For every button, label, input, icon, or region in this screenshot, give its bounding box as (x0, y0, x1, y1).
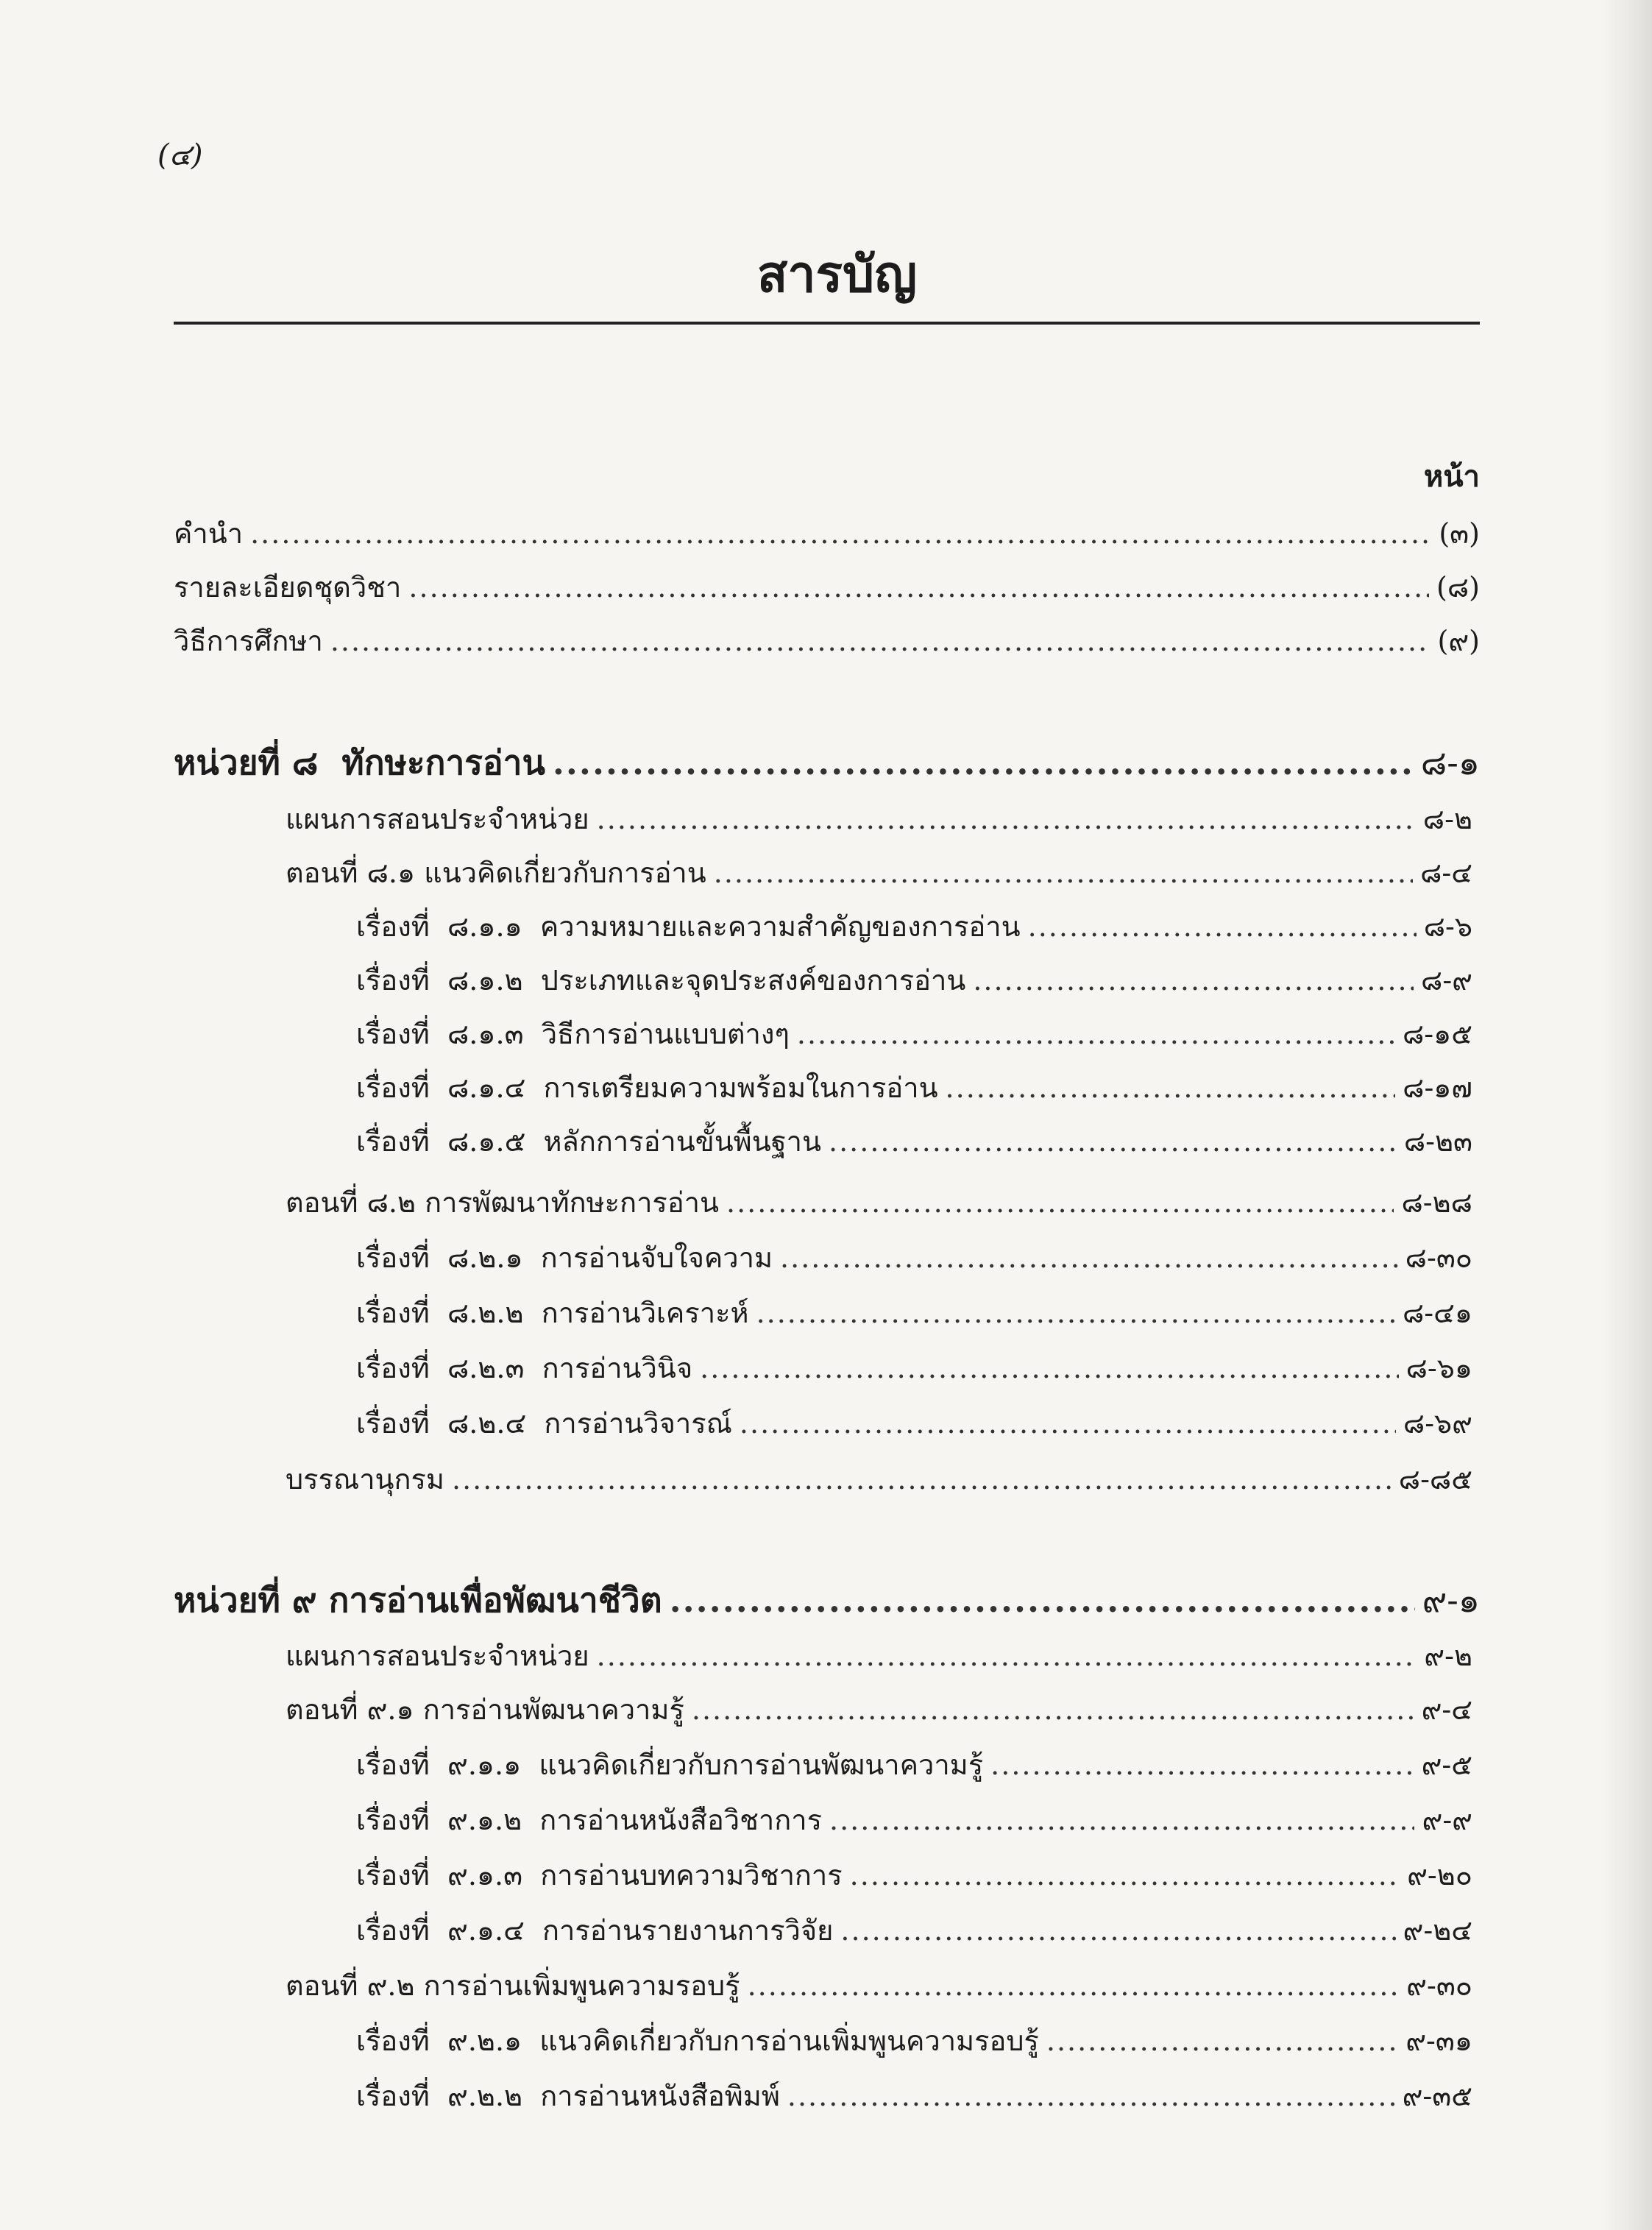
toc-entry-label: เรื่องที่ ๘.๒.๑ การอ่านจับใจความ (356, 1242, 773, 1274)
toc-entry[interactable] (356, 1291, 1472, 1335)
dot-leader (787, 2074, 1395, 2118)
toc-entry[interactable] (356, 905, 1472, 949)
toc-entry-page: ๙-๒๔ (1403, 1914, 1472, 1947)
dot-leader (973, 958, 1414, 1002)
dot-leader (714, 851, 1413, 895)
page-title: สารบัญ (756, 245, 918, 304)
toc-unit-8-heading[interactable] (174, 740, 1480, 785)
toc-entry[interactable] (356, 2019, 1472, 2063)
dot-leader (797, 1012, 1395, 1056)
toc-entry-label: ตอนที่ ๙.๒ การอ่านเพิ่มพูนความรอบรู้ (286, 1969, 740, 2002)
dot-leader (700, 1346, 1398, 1390)
toc-entry[interactable] (356, 1798, 1472, 1842)
toc-entry-page: ๘-๓๐ (1405, 1242, 1472, 1274)
toc-entry-label: เรื่องที่ ๙.๒.๑ แนวคิดเกี่ยวกับการอ่านเพิ่มพูนความรอบรู้ (356, 2025, 1039, 2057)
toc-unit-page: ๙-๑ (1422, 1580, 1480, 1620)
dot-leader (330, 619, 1431, 663)
toc-entry-page: (๓) (1439, 517, 1480, 550)
toc-entry-page: ๙-๔ (1421, 1693, 1472, 1726)
toc-entry-page: ๘-๔๑ (1402, 1297, 1472, 1329)
dot-leader (250, 512, 1431, 556)
dot-leader (756, 1291, 1395, 1335)
toc-entry-label: ตอนที่ ๘.๒ การพัฒนาทักษะการอ่าน (286, 1186, 719, 1219)
dot-leader (780, 1236, 1398, 1280)
toc-entry-page: ๙-๕ (1421, 1749, 1472, 1781)
toc-entry-label: รายละเอียดชุดวิชา (174, 571, 402, 603)
dot-leader (597, 1634, 1417, 1678)
toc-entry-page: ๘-๑๕ (1402, 1018, 1472, 1050)
toc-entry-label: เรื่องที่ ๙.๑.๓ การอ่านบทความวิชาการ (356, 1859, 843, 1891)
dot-leader (829, 1798, 1414, 1842)
toc-unit-9-heading[interactable] (174, 1578, 1480, 1622)
toc-entry-page: ๘-๒๓ (1403, 1125, 1472, 1158)
toc-entry-label: ตอนที่ ๙.๑ การอ่านพัฒนาความรู้ (286, 1693, 684, 1726)
toc-entry-page: ๘-๘๕ (1398, 1463, 1472, 1495)
toc-entry-label: เรื่องที่ ๘.๑.๔ การเตรียมความพร้อมในการอ่าน (356, 1072, 938, 1104)
toc-entry-label: เรื่องที่ ๘.๑.๓ วิธีการอ่านแบบต่างๆ (356, 1018, 790, 1050)
toc-entry-label: เรื่องที่ ๘.๑.๑ ความหมายและความสำคัญของการอ่าน (356, 910, 1021, 943)
toc-entry-page: ๘-๑๗ (1403, 1072, 1472, 1104)
toc-entry-page: (๙) (1437, 625, 1480, 657)
toc-entry[interactable] (356, 1236, 1472, 1280)
toc-entry-label: ตอนที่ ๘.๑ แนวคิดเกี่ยวกับการอ่าน (286, 857, 706, 889)
toc-entry-page: ๘-๖๑ (1405, 1352, 1472, 1384)
toc-entry-page: ๙-๒๐ (1407, 1859, 1472, 1891)
toc-entry-label: เรื่องที่ ๘.๑.๕ หลักการอ่านขั้นพื้นฐาน (356, 1125, 821, 1158)
toc-entry-label: เรื่องที่ ๘.๒.๔ การอ่านวิจารณ์ (356, 1407, 732, 1440)
dot-leader (990, 1743, 1414, 1787)
toc-entry-page: ๘-๖ (1423, 910, 1472, 943)
toc-entry-label: แผนการสอนประจำหน่วย (286, 803, 589, 835)
toc-entry[interactable] (286, 1457, 1472, 1501)
toc-entry-label: เรื่องที่ ๙.๑.๔ การอ่านรายงานการวิจัย (356, 1914, 834, 1947)
toc-unit-page: ๘-๑ (1420, 743, 1480, 782)
toc-entry[interactable] (286, 1634, 1472, 1678)
toc-entry-label: วิธีการศึกษา (174, 625, 323, 657)
dot-leader (692, 1688, 1414, 1732)
dot-leader (1046, 2019, 1398, 2063)
dot-leader (946, 1066, 1396, 1110)
dot-leader (408, 565, 1429, 609)
dot-leader (829, 1119, 1397, 1164)
dot-leader (452, 1457, 1392, 1501)
toc-entry[interactable] (356, 1066, 1472, 1110)
toc-entry[interactable] (286, 797, 1472, 841)
toc-entry-label: บรรณานุกรม (286, 1463, 444, 1495)
toc-entry[interactable] (356, 1908, 1472, 1953)
toc-entry-label: เรื่องที่ ๙.๑.๑ แนวคิดเกี่ยวกับการอ่านพัฒนาความรู้ (356, 1749, 984, 1781)
toc-entry-page: ๙-๓๐ (1406, 1969, 1472, 2002)
toc-entry-label: เรื่องที่ ๘.๒.๒ การอ่านวิเคราะห์ (356, 1297, 749, 1329)
toc-entry-label: แผนการสอนประจำหน่วย (286, 1640, 589, 1672)
toc-entry-page: (๘) (1436, 571, 1480, 603)
toc-unit-label: หน่วยที่ ๙ การอ่านเพื่อพัฒนาชีวิต (174, 1580, 662, 1620)
page-column-label: หน้า (1423, 459, 1480, 494)
toc-entry[interactable] (356, 1853, 1472, 1897)
toc-entry-page: ๙-๓๑ (1405, 2025, 1472, 2057)
toc-entry[interactable] (356, 1401, 1472, 1445)
dot-leader (740, 1401, 1396, 1445)
toc-entry-page: ๘-๙ (1421, 964, 1472, 997)
toc-entry-page: ๙-๓๕ (1402, 2080, 1472, 2112)
toc-entry-label: เรื่องที่ ๘.๒.๓ การอ่านวินิจ (356, 1352, 693, 1384)
dot-leader (1028, 905, 1417, 949)
dot-leader (726, 1181, 1394, 1225)
dot-leader (748, 1964, 1400, 2008)
toc-entry[interactable] (286, 1181, 1472, 1225)
toc-entry[interactable] (356, 1743, 1472, 1787)
dot-leader (597, 797, 1416, 841)
toc-entry-page: ๘-๒๘ (1401, 1186, 1472, 1219)
toc-entry-page: ๘-๖๙ (1403, 1407, 1472, 1440)
dot-leader (553, 740, 1414, 785)
toc-entry-label: คำนำ (174, 517, 244, 550)
toc-entry-label: เรื่องที่ ๙.๒.๒ การอ่านหนังสือพิมพ์ (356, 2080, 780, 2112)
dot-leader (670, 1578, 1415, 1622)
toc-entry-label: เรื่องที่ ๘.๑.๒ ประเภทและจุดประสงค์ของการอ่าน (356, 964, 966, 997)
dot-leader (850, 1853, 1400, 1897)
toc-entry[interactable] (356, 958, 1472, 1002)
toc-entry[interactable] (356, 1346, 1472, 1390)
toc-entry-study-method[interactable] (174, 619, 1480, 663)
toc-entry-page: ๙-๒ (1424, 1640, 1472, 1672)
toc-entry-page: ๙-๙ (1422, 1804, 1472, 1836)
toc-entry-page: ๘-๒ (1422, 803, 1472, 835)
toc-entry-course-details[interactable] (174, 565, 1480, 609)
toc-entry[interactable] (286, 1688, 1472, 1732)
toc-entry[interactable] (356, 2074, 1472, 2118)
toc-entry-page: ๘-๔ (1420, 857, 1472, 889)
toc-entry[interactable] (356, 1119, 1472, 1164)
toc-entry-foreword[interactable] (174, 512, 1480, 556)
dot-leader (840, 1908, 1395, 1953)
toc-unit-label: หน่วยที่ ๘ ทักษะการอ่าน (174, 743, 545, 782)
toc-entry[interactable] (286, 851, 1472, 895)
toc-entry-label: เรื่องที่ ๙.๑.๒ การอ่านหนังสือวิชาการ (356, 1804, 823, 1836)
page-number: (๔) (157, 138, 203, 172)
toc-entry[interactable] (286, 1964, 1472, 2008)
scan-edge-shadow (1600, 0, 1652, 2230)
toc-entry[interactable] (356, 1012, 1472, 1056)
